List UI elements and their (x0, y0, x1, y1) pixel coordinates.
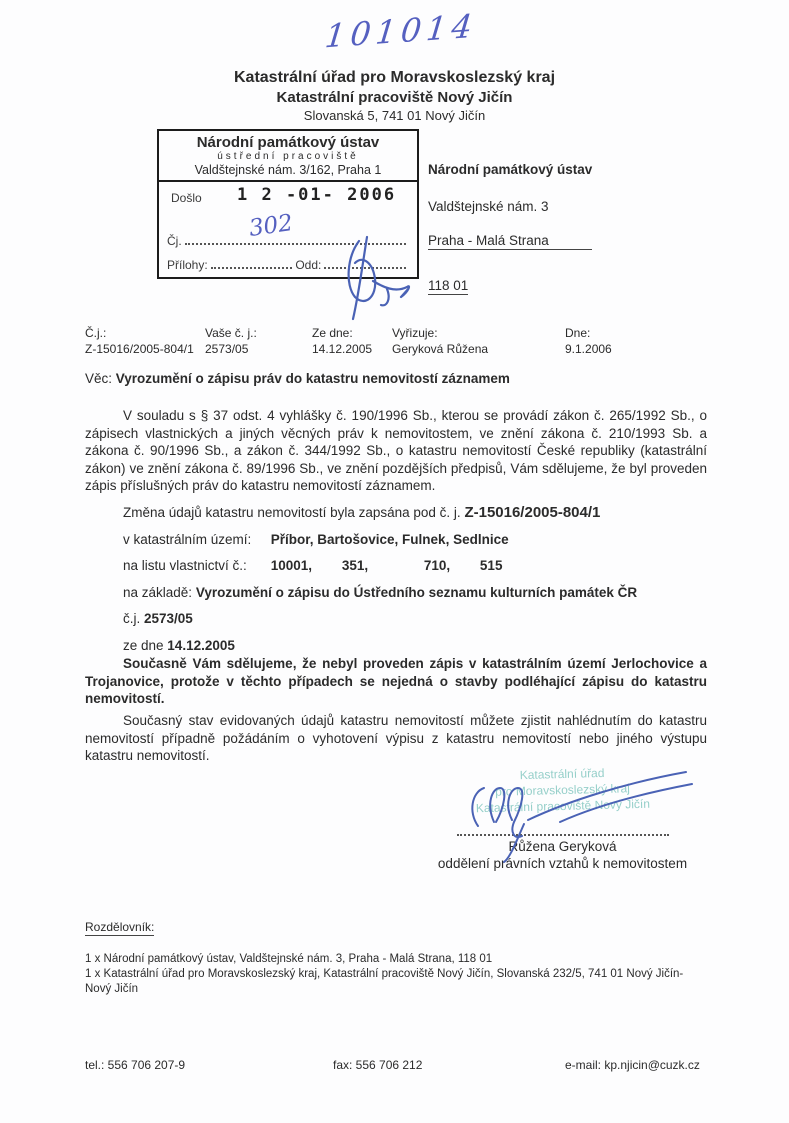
basis-date-value: 14.12.2005 (167, 637, 235, 653)
stamp-text-line2: pro Moravskoslezský kraj (494, 781, 631, 799)
ref-col-cj (85, 325, 205, 357)
footer-phone: tel.: 556 706 207-9 (85, 1058, 186, 1072)
body-paragraph-legal: V souladu s § 37 odst. 4 vyhlášky č. 190/1996 Sb., kterou se provádí zákon č. 265/1992 Sb., o zápisech vlastnických a jiných věcných práv k nemovitostem, ve znění zákona č. 210/1993 Sb. a zákona č. 90/1996 Sb., a zákon č. 344/1992 Sb., o katastru nemovitostí České republiky (katastrální zákon) ve znění zákona č. 89/1996 Sb., ve znění pozdějších předpisů, Vám sdělujeme, že byl proveden zápis příslušných práv do katastru nemovitostí záznamem. (85, 408, 707, 493)
reference-row (85, 325, 710, 357)
attachments-label: Přílohy: (167, 258, 208, 272)
basis-label: na základě: (123, 584, 196, 600)
received-stamp-org: Národní památkový ústav (196, 134, 380, 151)
received-stamp-box (157, 129, 419, 279)
received-cj-label: Čj. (167, 234, 182, 248)
recipient-address-block (428, 162, 592, 295)
ownership-value-3: 710, (423, 558, 451, 573)
subject-label: Věc: (85, 371, 113, 386)
ref-handled-by-value: Geryková Růžena (392, 342, 489, 356)
ref-col-date (565, 325, 710, 357)
ref-from-date-label: Ze dne: (312, 326, 353, 340)
ref-your-ref-label: Vaše č. j.: (205, 326, 257, 340)
territory-value: Příbor, Bartošovice, Fulnek, Sedlnice (270, 531, 509, 547)
ref-cj-label: Č.j.: (85, 326, 107, 340)
signature-dotted-line (457, 828, 669, 836)
dept-field-label: Odd: (295, 258, 322, 272)
footer-email: e-mail: kp.njicin@cuzk.cz (565, 1058, 700, 1072)
letterhead-workplace: Katastrální pracoviště Nový Jičín (276, 89, 513, 106)
ownership-value-2: 351, (341, 558, 369, 573)
handwritten-cj-number: 302 (247, 210, 295, 242)
letterhead-address: Slovanská 5, 741 01 Nový Jičín (303, 108, 486, 123)
dotted-leader (211, 255, 293, 269)
subject-text: Vyrozumění o zápisu práv do katastru nemovitostí záznamem (115, 371, 510, 386)
basis-cj-value: 2573/05 (144, 611, 193, 626)
subject-line (85, 371, 510, 386)
letterhead-office-name: Katastrální úřad pro Moravskoslezský kraj (233, 69, 556, 86)
office-round-stamp-text (414, 762, 710, 818)
basis-value: Vyrozumění o zápisu do Ústředního seznamu kulturních památek ČR (195, 584, 638, 600)
signatory-name: Růžena Geryková (508, 839, 617, 854)
change-ref-number: Z-15016/2005-804/1 (464, 504, 601, 521)
body-paragraph-notice: Současně Vám sdělujeme, že nebyl proveden zápis v katastrálním území Jerlochovice a Trojanovice, protože v těchto případech se nejedná o stavby podléhající zápisu do katastru nemovitostí. (85, 656, 707, 706)
ref-your-ref-value: 2573/05 (205, 342, 249, 356)
received-stamp-dept: ústřední pracoviště (217, 151, 359, 162)
ref-date-value: 9.1.2006 (565, 342, 612, 356)
footer-fax: fax: 556 706 212 (333, 1058, 423, 1072)
recipient-city: Praha - Malá Strana (428, 233, 592, 250)
received-stamp-header (159, 131, 417, 182)
recipient-zip: 118 01 (428, 278, 469, 293)
basis-date-line (123, 637, 637, 655)
ref-handled-by-label: Vyřizuje: (392, 326, 438, 340)
distribution-heading: Rozdělovník: (85, 920, 155, 934)
change-label: Změna údajů katastru nemovitostí byla zapsána pod č. j. (123, 505, 465, 520)
recipient-street: Valdštejnské nám. 3 (428, 199, 549, 214)
ownership-label: na listu vlastnictví č.: (123, 558, 247, 573)
territory-line (123, 531, 637, 549)
distribution-item-1: 1 x Národní památkový ústav, Valdštejnské nám. 3, Praha - Malá Strana, 118 01 (85, 953, 493, 965)
recipient-name: Národní památkový ústav (428, 162, 593, 177)
ref-from-date-value: 14.12.2005 (312, 342, 373, 356)
signature-block (415, 766, 710, 871)
received-date-stamp: 1 2 -01- 2006 (237, 185, 397, 205)
basis-cj-label: č.j. (123, 611, 145, 626)
received-stamp-address: Valdštejnské nám. 3/162, Praha 1 (194, 163, 382, 177)
ownership-value-4: 515 (479, 558, 503, 573)
basis-date-label: ze dne (123, 637, 168, 653)
ownership-sheet-line (123, 557, 637, 575)
ref-col-from-date (312, 325, 392, 357)
ref-date-label: Dne: (565, 326, 591, 340)
stamp-text-line3: Katastrální pracoviště Nový Jičín (475, 796, 651, 816)
ownership-value-1: 10001, (270, 558, 313, 573)
signatory-department: oddělení právních vztahů k nemovitostem (437, 856, 688, 871)
handwritten-paraph-mark (337, 227, 417, 332)
received-label: Došlo (171, 191, 202, 205)
ref-col-your-ref (205, 325, 312, 357)
basis-cj-line (123, 610, 637, 628)
ref-col-handled-by (392, 325, 565, 357)
distribution-list (85, 920, 709, 997)
ref-cj-value: Z-15016/2005-804/1 (85, 342, 194, 356)
registration-details (123, 504, 637, 663)
distribution-item-2: 1 x Katastrální úřad pro Moravskoslezský kraj, Katastrální pracoviště Nový Jičín, Slovanská 232/5, 741 01 Nový Jičín-Nový Jičín (85, 968, 684, 995)
territory-label: v katastrálním území: (123, 531, 252, 547)
stamp-text-line1: Katastrální úřad (519, 765, 605, 783)
body-paragraph-closing: Současný stav evidovaných údajů katastru nemovitostí můžete zjistit nahlédnutím do katastru nemovitostí případně požádáním o vyhotovení výpisu z katastru nemovitostí nebo jiného výstupu katastru nemovitostí. (85, 713, 707, 763)
letterhead (0, 68, 789, 124)
change-line (123, 504, 637, 522)
basis-line (123, 584, 637, 602)
handwritten-filing-number: 101014 (323, 6, 479, 56)
